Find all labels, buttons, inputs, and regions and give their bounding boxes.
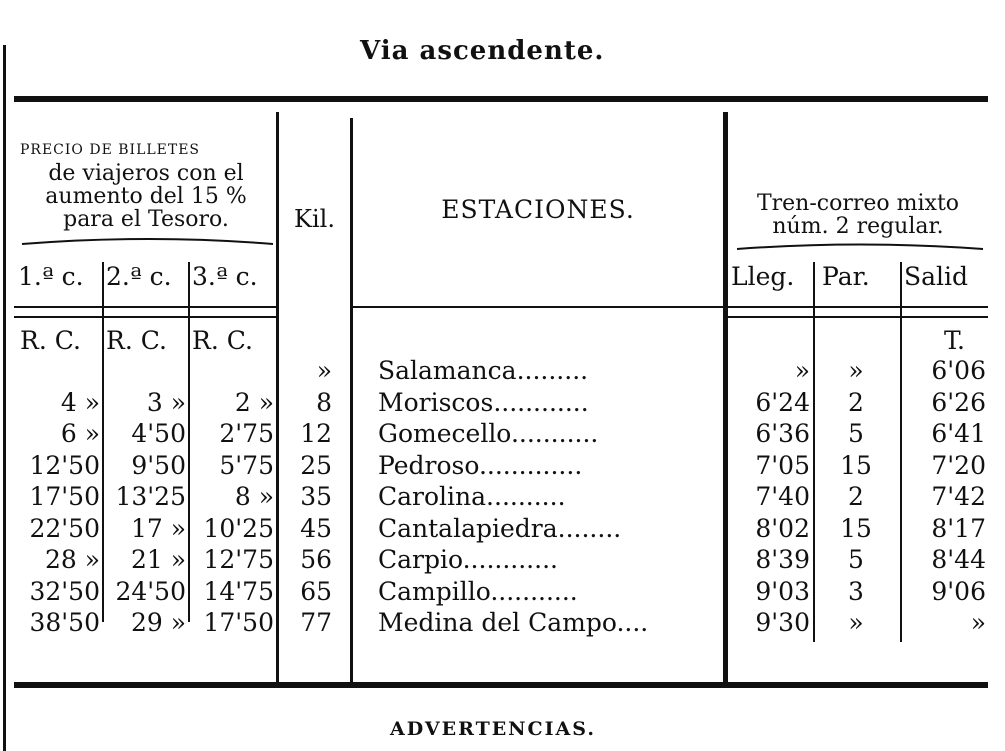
c1-cell: 32'50 — [29, 576, 100, 606]
header-separator — [728, 306, 988, 308]
table-row — [0, 577, 1005, 607]
price-header-line1: PRECIO DE BILLETES — [20, 142, 201, 158]
salid-header: Salid — [904, 262, 969, 291]
station-name: Cantalapiedra — [378, 513, 558, 543]
estaciones-header: ESTACIONES. — [441, 195, 635, 224]
salid-cell: 8'17 — [931, 513, 986, 543]
dot-leader: .... — [616, 608, 649, 637]
par-cell: 15 — [840, 450, 872, 480]
c3-cell: 2 » — [234, 387, 274, 417]
c3-cell: 8 » — [234, 482, 274, 511]
kil-cell: 12 — [300, 419, 332, 448]
dot-leader: ............ — [493, 387, 589, 417]
top-rule — [14, 96, 988, 102]
c2-cell: 3 » — [146, 387, 186, 417]
par-cell: 15 — [840, 513, 872, 543]
train-header-line1: Tren-correo mixto — [756, 191, 960, 216]
kil-cell: 65 — [300, 576, 332, 606]
lleg-cell: 8'39 — [755, 545, 810, 574]
kil-cell: 35 — [300, 482, 332, 511]
c2-cell: 29 » — [130, 608, 186, 637]
table-row — [0, 356, 1005, 386]
table-row — [0, 482, 1005, 512]
lleg-cell: 7'05 — [755, 450, 810, 480]
c1-cell: 22'50 — [29, 513, 100, 543]
c2-cell: 21 » — [130, 545, 186, 574]
dot-leader: ............. — [478, 450, 583, 480]
station-name: Moriscos — [378, 387, 494, 417]
table-row — [0, 451, 1005, 481]
c2-cell: 4'50 — [131, 419, 186, 448]
rc-unit: R. C. — [106, 326, 167, 355]
dot-leader: ........... — [490, 576, 578, 606]
c1-cell: 28 » — [44, 545, 100, 574]
kil-cell: 25 — [300, 450, 332, 480]
kil-cell: 77 — [300, 608, 332, 637]
c3-cell: 2'75 — [219, 419, 274, 448]
header-flourish — [20, 232, 275, 252]
salid-cell: 7'42 — [931, 482, 986, 511]
c2-cell: 17 » — [130, 513, 186, 543]
station-cell — [378, 608, 718, 637]
header-separator — [353, 306, 723, 308]
salid-cell: 6'06 — [931, 356, 986, 385]
station-name: Salamanca — [378, 356, 517, 385]
table-row — [0, 514, 1005, 544]
salid-cell: 7'20 — [931, 450, 986, 480]
table-row — [0, 545, 1005, 575]
lleg-cell: » — [794, 356, 810, 385]
header-separator — [14, 316, 276, 318]
c1-cell: 12'50 — [29, 450, 100, 480]
rc-unit: R. C. — [20, 326, 81, 355]
par-cell: 5 — [848, 545, 864, 574]
dot-leader: ......... — [516, 356, 589, 385]
station-cell — [378, 545, 718, 574]
c2-cell: 24'50 — [115, 576, 186, 606]
c1-cell: 17'50 — [29, 482, 100, 511]
t-unit: T. — [944, 326, 965, 355]
lleg-cell: 9'30 — [755, 608, 810, 637]
station-cell — [378, 577, 718, 606]
lleg-cell: 7'40 — [755, 482, 810, 511]
header-flourish — [735, 238, 985, 256]
price-header-line4: para el Tesoro. — [63, 207, 229, 232]
kil-cell: 56 — [300, 545, 332, 574]
bottom-rule — [14, 682, 988, 688]
station-name: Medina del Campo — [378, 608, 617, 637]
kil-cell: » — [316, 356, 332, 385]
train-header-line2: núm. 2 regular. — [772, 214, 944, 239]
c3-cell: 14'75 — [203, 576, 274, 606]
station-cell — [378, 419, 718, 448]
kil-cell: 45 — [300, 513, 332, 543]
lleg-cell: 6'24 — [755, 387, 810, 417]
c3-cell: 10'25 — [203, 513, 274, 543]
lleg-cell: 8'02 — [755, 513, 810, 543]
c1-cell: 6 » — [60, 419, 100, 448]
header-separator — [14, 306, 276, 308]
page-title: Via ascendente. — [360, 36, 605, 66]
dot-leader: ............ — [462, 545, 558, 574]
station-name: Pedroso — [378, 450, 479, 480]
station-cell — [378, 514, 718, 543]
rc-unit: R. C. — [192, 326, 253, 355]
c3-cell: 5'75 — [219, 450, 274, 480]
station-name: Gomecello — [378, 419, 511, 448]
station-name: Campillo — [378, 576, 491, 606]
par-header: Par. — [822, 262, 870, 291]
price-header-line3: aumento del 15 % — [45, 184, 247, 209]
salid-cell: 8'44 — [931, 545, 986, 574]
salid-cell: 9'06 — [931, 576, 986, 606]
table-row — [0, 388, 1005, 418]
class3-header: 3.ª c. — [192, 262, 258, 291]
dot-leader: ........... — [510, 419, 599, 448]
lleg-cell: 9'03 — [755, 576, 810, 606]
par-cell: » — [848, 608, 864, 637]
c2-cell: 9'50 — [131, 450, 186, 480]
c2-cell: 13'25 — [115, 482, 186, 511]
c3-cell: 17'50 — [203, 608, 274, 637]
c3-cell: 12'75 — [203, 545, 274, 574]
salid-cell: 6'41 — [931, 419, 986, 448]
station-name: Carolina — [378, 482, 487, 511]
kil-cell: 8 — [316, 387, 332, 417]
par-cell: » — [848, 356, 864, 385]
par-cell: 2 — [848, 482, 864, 511]
dot-leader: .......... — [486, 482, 566, 511]
dot-leader: ........ — [557, 513, 622, 543]
c1-cell: 38'50 — [29, 608, 100, 637]
class2-header: 2.ª c. — [106, 262, 172, 291]
class1-header: 1.ª c. — [18, 262, 84, 291]
lleg-header: Lleg. — [731, 262, 795, 291]
station-cell — [378, 388, 718, 417]
table-row — [0, 608, 1005, 638]
par-cell: 5 — [848, 419, 864, 448]
price-header-line2: de viajeros con el — [48, 161, 244, 186]
c1-cell: 4 » — [60, 387, 100, 417]
header-separator — [728, 316, 988, 318]
kil-header: Kil. — [294, 205, 335, 233]
salid-cell: » — [970, 608, 986, 637]
advertencias-heading: ADVERTENCIAS. — [390, 718, 596, 740]
par-cell: 2 — [848, 387, 864, 417]
lleg-cell: 6'36 — [755, 419, 810, 448]
station-name: Carpio — [378, 545, 463, 574]
station-cell — [378, 356, 718, 385]
station-cell — [378, 451, 718, 480]
station-cell — [378, 482, 718, 511]
salid-cell: 6'26 — [931, 387, 986, 417]
par-cell: 3 — [848, 576, 864, 606]
table-row — [0, 419, 1005, 449]
